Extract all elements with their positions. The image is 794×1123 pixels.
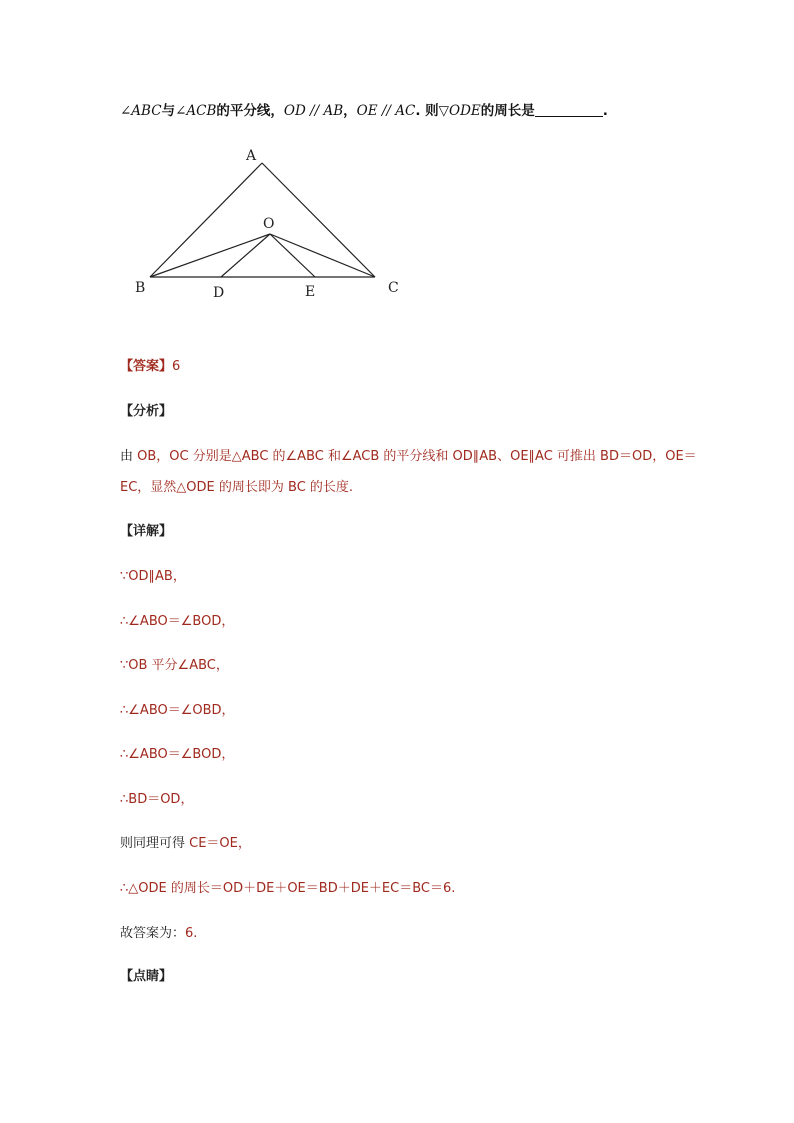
label-o: O bbox=[263, 216, 275, 232]
detail-step: ∴∠ABO＝∠BOD， bbox=[120, 747, 235, 762]
conj: 与 bbox=[161, 103, 176, 119]
answer-value: 6 bbox=[172, 359, 181, 374]
triangle-ode: ▽ODE bbox=[438, 103, 481, 119]
analysis-heading: 【分析】 bbox=[120, 404, 173, 419]
answer-tag: 【答案】 bbox=[120, 359, 173, 374]
comment-heading: 【点睛】 bbox=[120, 969, 173, 984]
detail-step: ∴∠ABO＝∠BOD， bbox=[120, 614, 235, 629]
label-e: E bbox=[305, 284, 316, 300]
oe-parallel-ac: OE // AC bbox=[356, 103, 416, 119]
triangle-figure bbox=[130, 142, 410, 307]
od-parallel-ab: OD // AB bbox=[283, 103, 344, 119]
comma: ， bbox=[343, 103, 357, 119]
analysis-line-2: EC，显然△ODE 的周长即为 BC 的长度. bbox=[120, 480, 354, 495]
segment-od bbox=[221, 234, 270, 277]
detail-step: ∴∠ABO＝∠OBD， bbox=[120, 703, 235, 718]
label-b: B bbox=[135, 280, 146, 296]
detail-perimeter: ∴△ODE 的周长＝OD＋DE＋OE＝BD＋DE＋EC＝BC＝6. bbox=[120, 881, 456, 896]
label-d: D bbox=[213, 285, 225, 301]
label-a: A bbox=[246, 148, 257, 164]
question-text bbox=[120, 103, 608, 119]
angle-acb: ∠ACB bbox=[175, 103, 217, 119]
bisector-text: 的平分线， bbox=[216, 103, 284, 119]
segment-ac bbox=[262, 163, 375, 277]
segment-oe bbox=[270, 234, 315, 277]
detail-step: ∵OB 平分∠ABC， bbox=[120, 658, 229, 673]
segment-bo bbox=[150, 234, 270, 277]
detail-final: 故答案为：6. bbox=[120, 926, 198, 941]
ask-text: 的周长是 bbox=[480, 103, 535, 119]
label-c: C bbox=[388, 280, 399, 296]
detail-similar: 则同理可得 CE＝OE， bbox=[120, 836, 251, 851]
detail-step: ∵OD∥AB， bbox=[120, 569, 186, 584]
segment-co bbox=[270, 234, 375, 277]
answer-line bbox=[120, 359, 180, 375]
detail-step: ∴BD＝OD， bbox=[120, 792, 194, 807]
answer-blank bbox=[535, 103, 603, 117]
end-period: . bbox=[602, 103, 608, 119]
segment-ab bbox=[150, 163, 262, 277]
detail-heading: 【详解】 bbox=[120, 524, 173, 539]
analysis-line-1: 由 OB，OC 分别是△ABC 的∠ABC 和∠ACB 的平分线和 OD∥AB、OE∥AC 可推出 BD＝OD，OE＝ bbox=[120, 449, 697, 464]
angle-abc: ∠ABC bbox=[120, 103, 162, 119]
then-text: . 则 bbox=[415, 103, 439, 119]
